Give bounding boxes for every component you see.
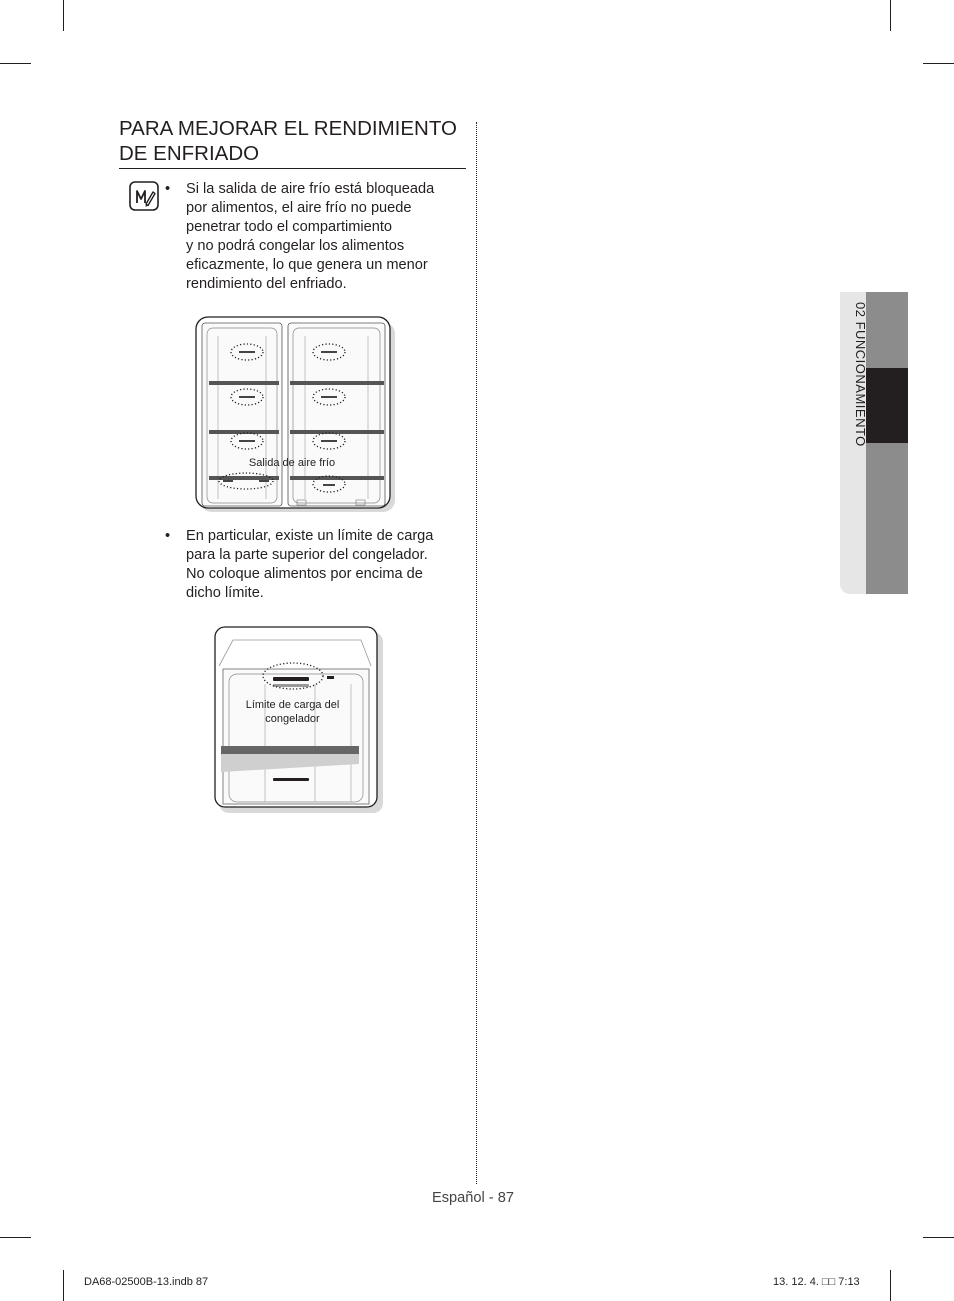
- side-tab-label: 02 FUNCIONAMIENTO: [853, 302, 868, 447]
- bullet-2-line: En particular, existe un límite de carga: [186, 528, 434, 544]
- bullet-item-2: [165, 527, 456, 603]
- page-title: [119, 116, 466, 169]
- bullet-marker: •: [165, 181, 171, 197]
- page-title-line-1: PARA MEJORAR EL RENDIMIENTO: [119, 117, 457, 140]
- crop-mark: [890, 0, 891, 31]
- freezer-limit-label: [225, 698, 360, 726]
- freezer-limit-label-line-1: Límite de carga del: [245, 699, 340, 711]
- freezer-limit-figure: [211, 624, 386, 814]
- footer-date-time: 13. 12. 4. □□ 7:13: [773, 1276, 860, 1288]
- crop-mark: [0, 63, 31, 64]
- bullet-1-line: rendimiento del enfriado.: [186, 276, 347, 292]
- side-tab-gray-block: [866, 292, 908, 594]
- air-outlet-label: Salida de aire frío: [248, 457, 336, 469]
- bullet-1-line: y no podrá congelar los alimentos: [186, 238, 405, 254]
- bullet-2-line: dicho límite.: [186, 585, 264, 601]
- crop-mark: [63, 0, 64, 31]
- crop-mark: [0, 1237, 31, 1238]
- crop-mark: [63, 1270, 64, 1301]
- bullet-2-line: No coloque alimentos por encima de: [186, 566, 423, 582]
- crop-mark: [890, 1270, 891, 1301]
- crop-mark: [923, 1237, 954, 1238]
- crop-mark: [923, 63, 954, 64]
- bullet-1-line: Si la salida de aire frío está bloqueada: [186, 181, 435, 197]
- bullet-1-line: penetrar todo el compartimiento: [186, 219, 393, 235]
- bullet-item-1: [165, 180, 456, 294]
- fridge-interior-illustration: [193, 314, 398, 514]
- note-pencil-icon: [129, 181, 159, 211]
- page-title-line-2: DE ENFRIADO: [119, 142, 260, 165]
- bullet-marker: •: [165, 528, 171, 544]
- bullet-2-line: para la parte superior del congelador.: [186, 547, 428, 563]
- bullet-1-line: por alimentos, el aire frío no puede: [186, 200, 412, 216]
- bullet-1-line: eficazmente, lo que genera un menor: [186, 257, 428, 273]
- page-number: Español - 87: [432, 1190, 514, 1206]
- freezer-limit-label-line-2: congelador: [265, 713, 320, 725]
- air-outlet-figure: [193, 314, 398, 514]
- footer-file-info: DA68-02500B-13.indb 87: [84, 1276, 209, 1288]
- side-tab-active-marker: [866, 368, 908, 443]
- column-divider: [476, 122, 477, 1184]
